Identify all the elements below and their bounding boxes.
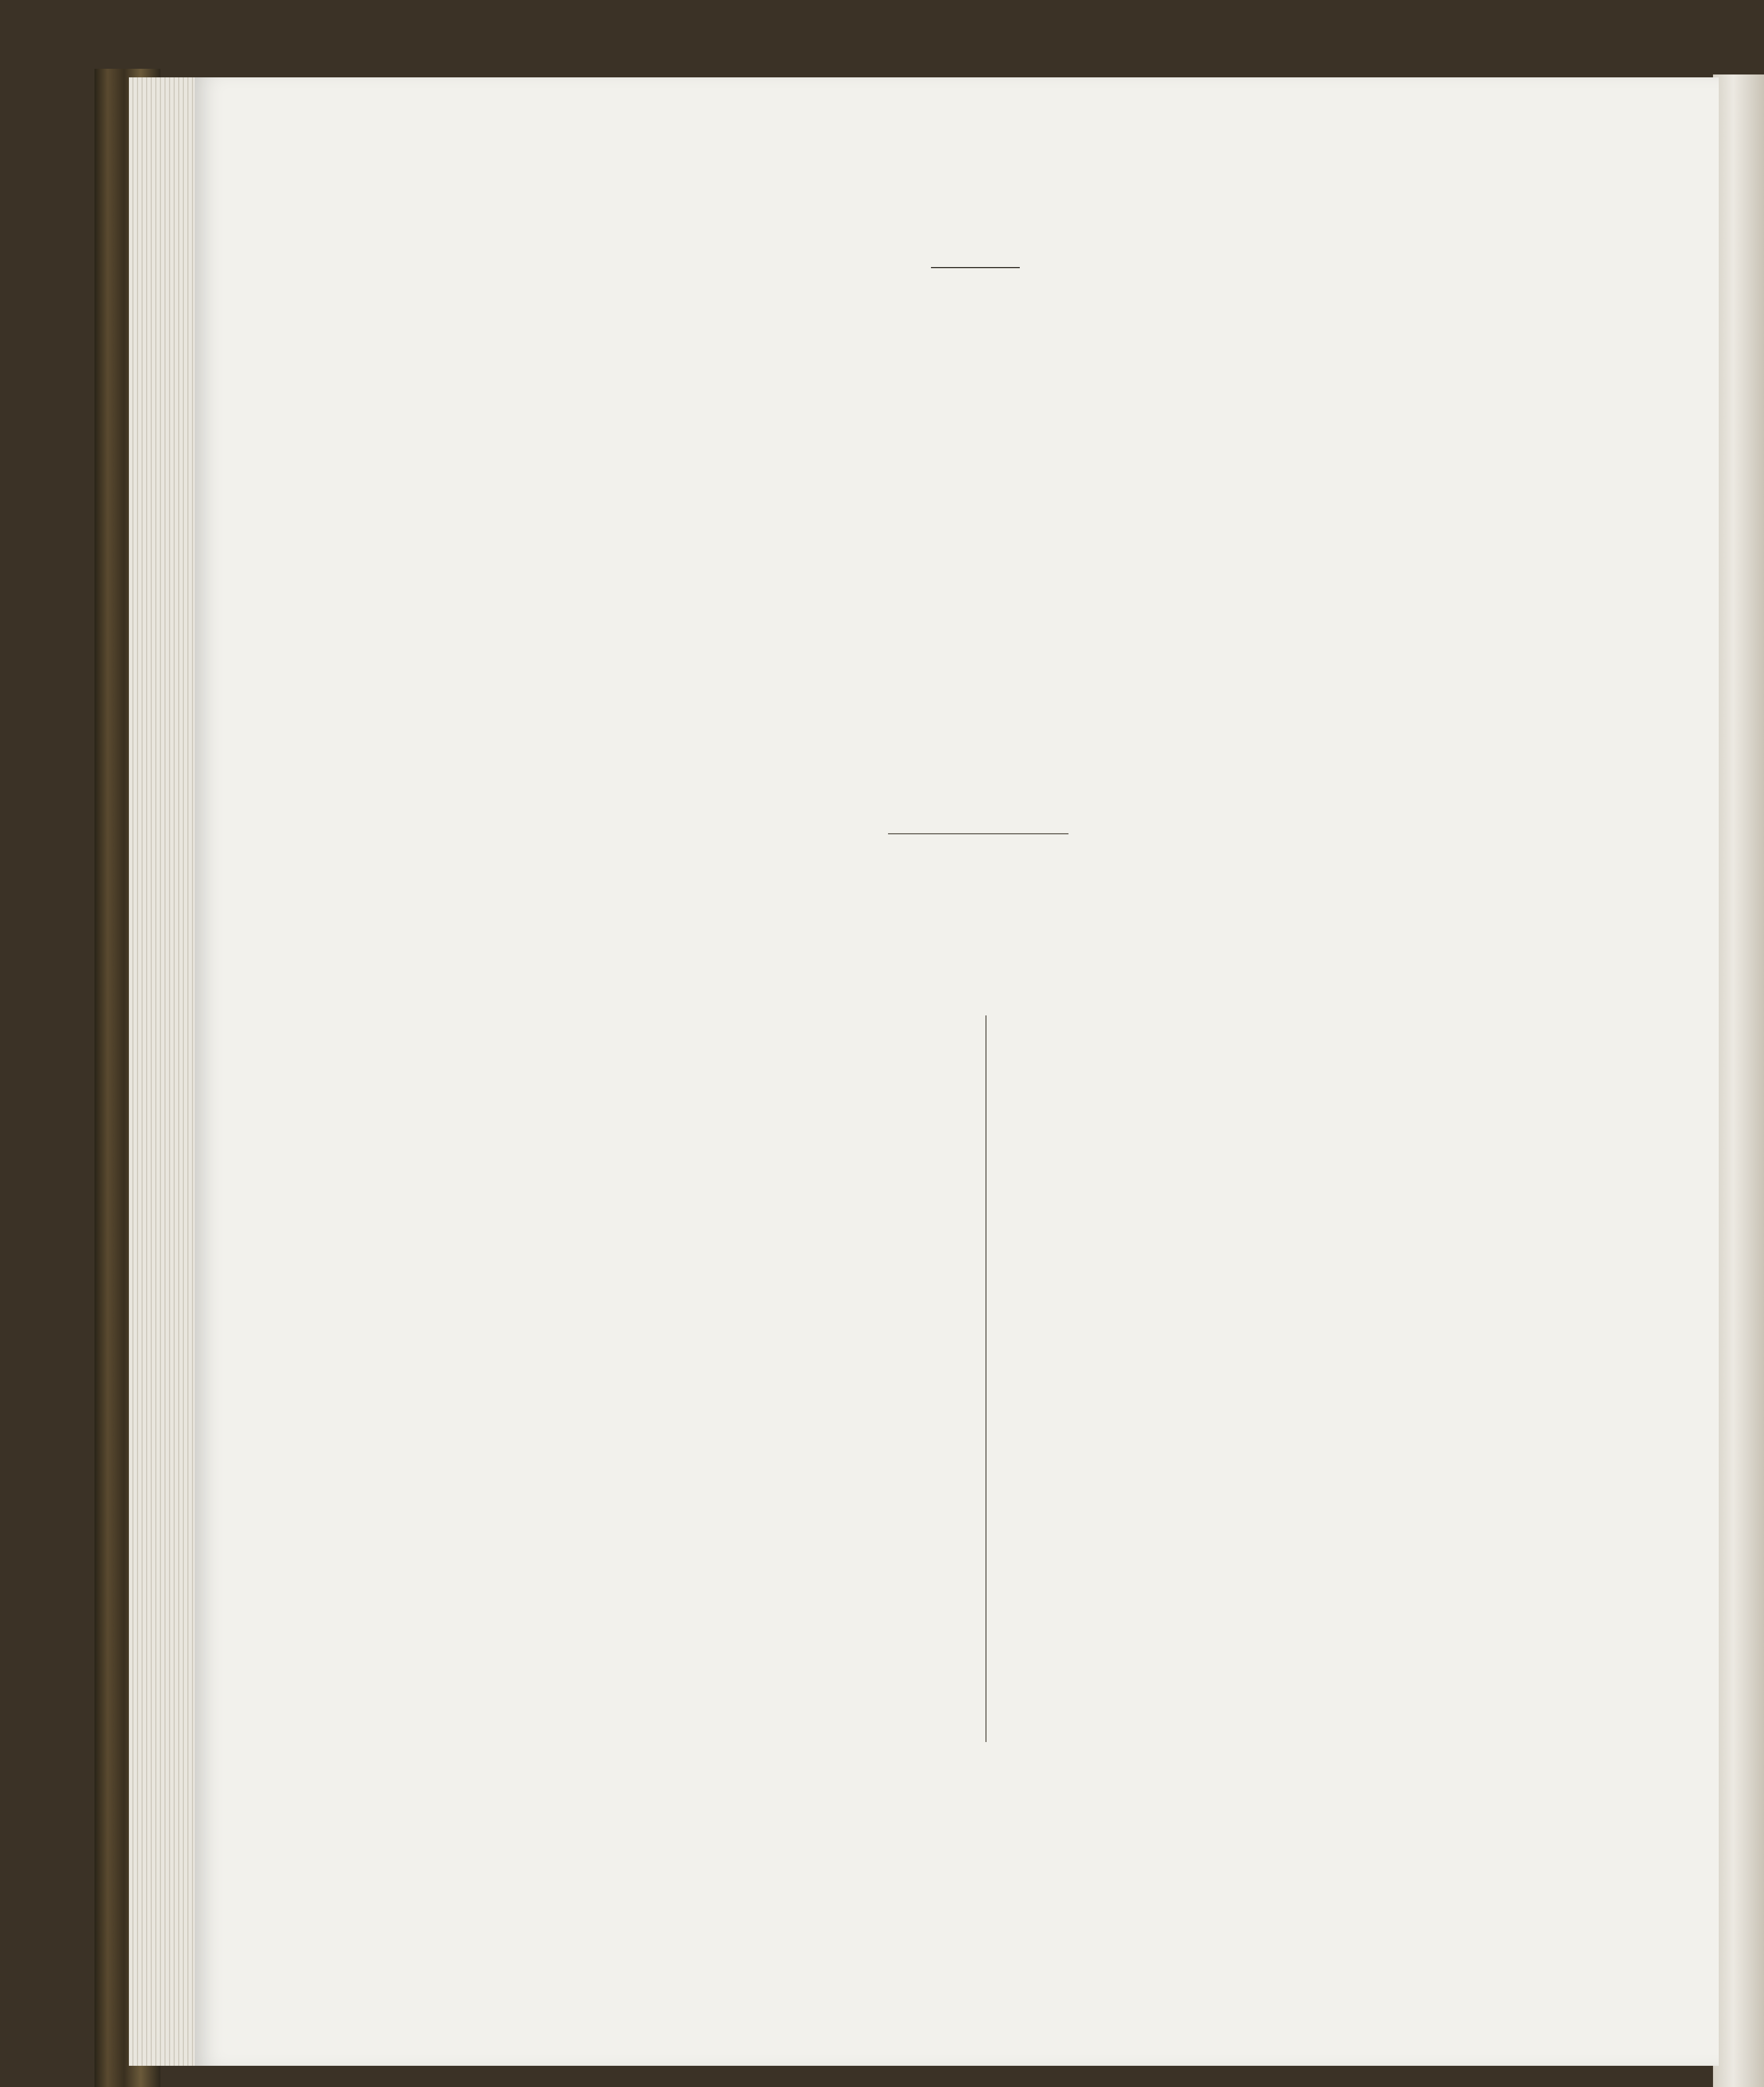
page-number-underline: [931, 267, 1020, 268]
right-page-edge: [1713, 74, 1764, 2087]
book-page: [195, 77, 1719, 2066]
page-edges: [129, 77, 198, 2066]
column-divider: [985, 1015, 987, 1742]
section-divider: [888, 833, 1068, 834]
